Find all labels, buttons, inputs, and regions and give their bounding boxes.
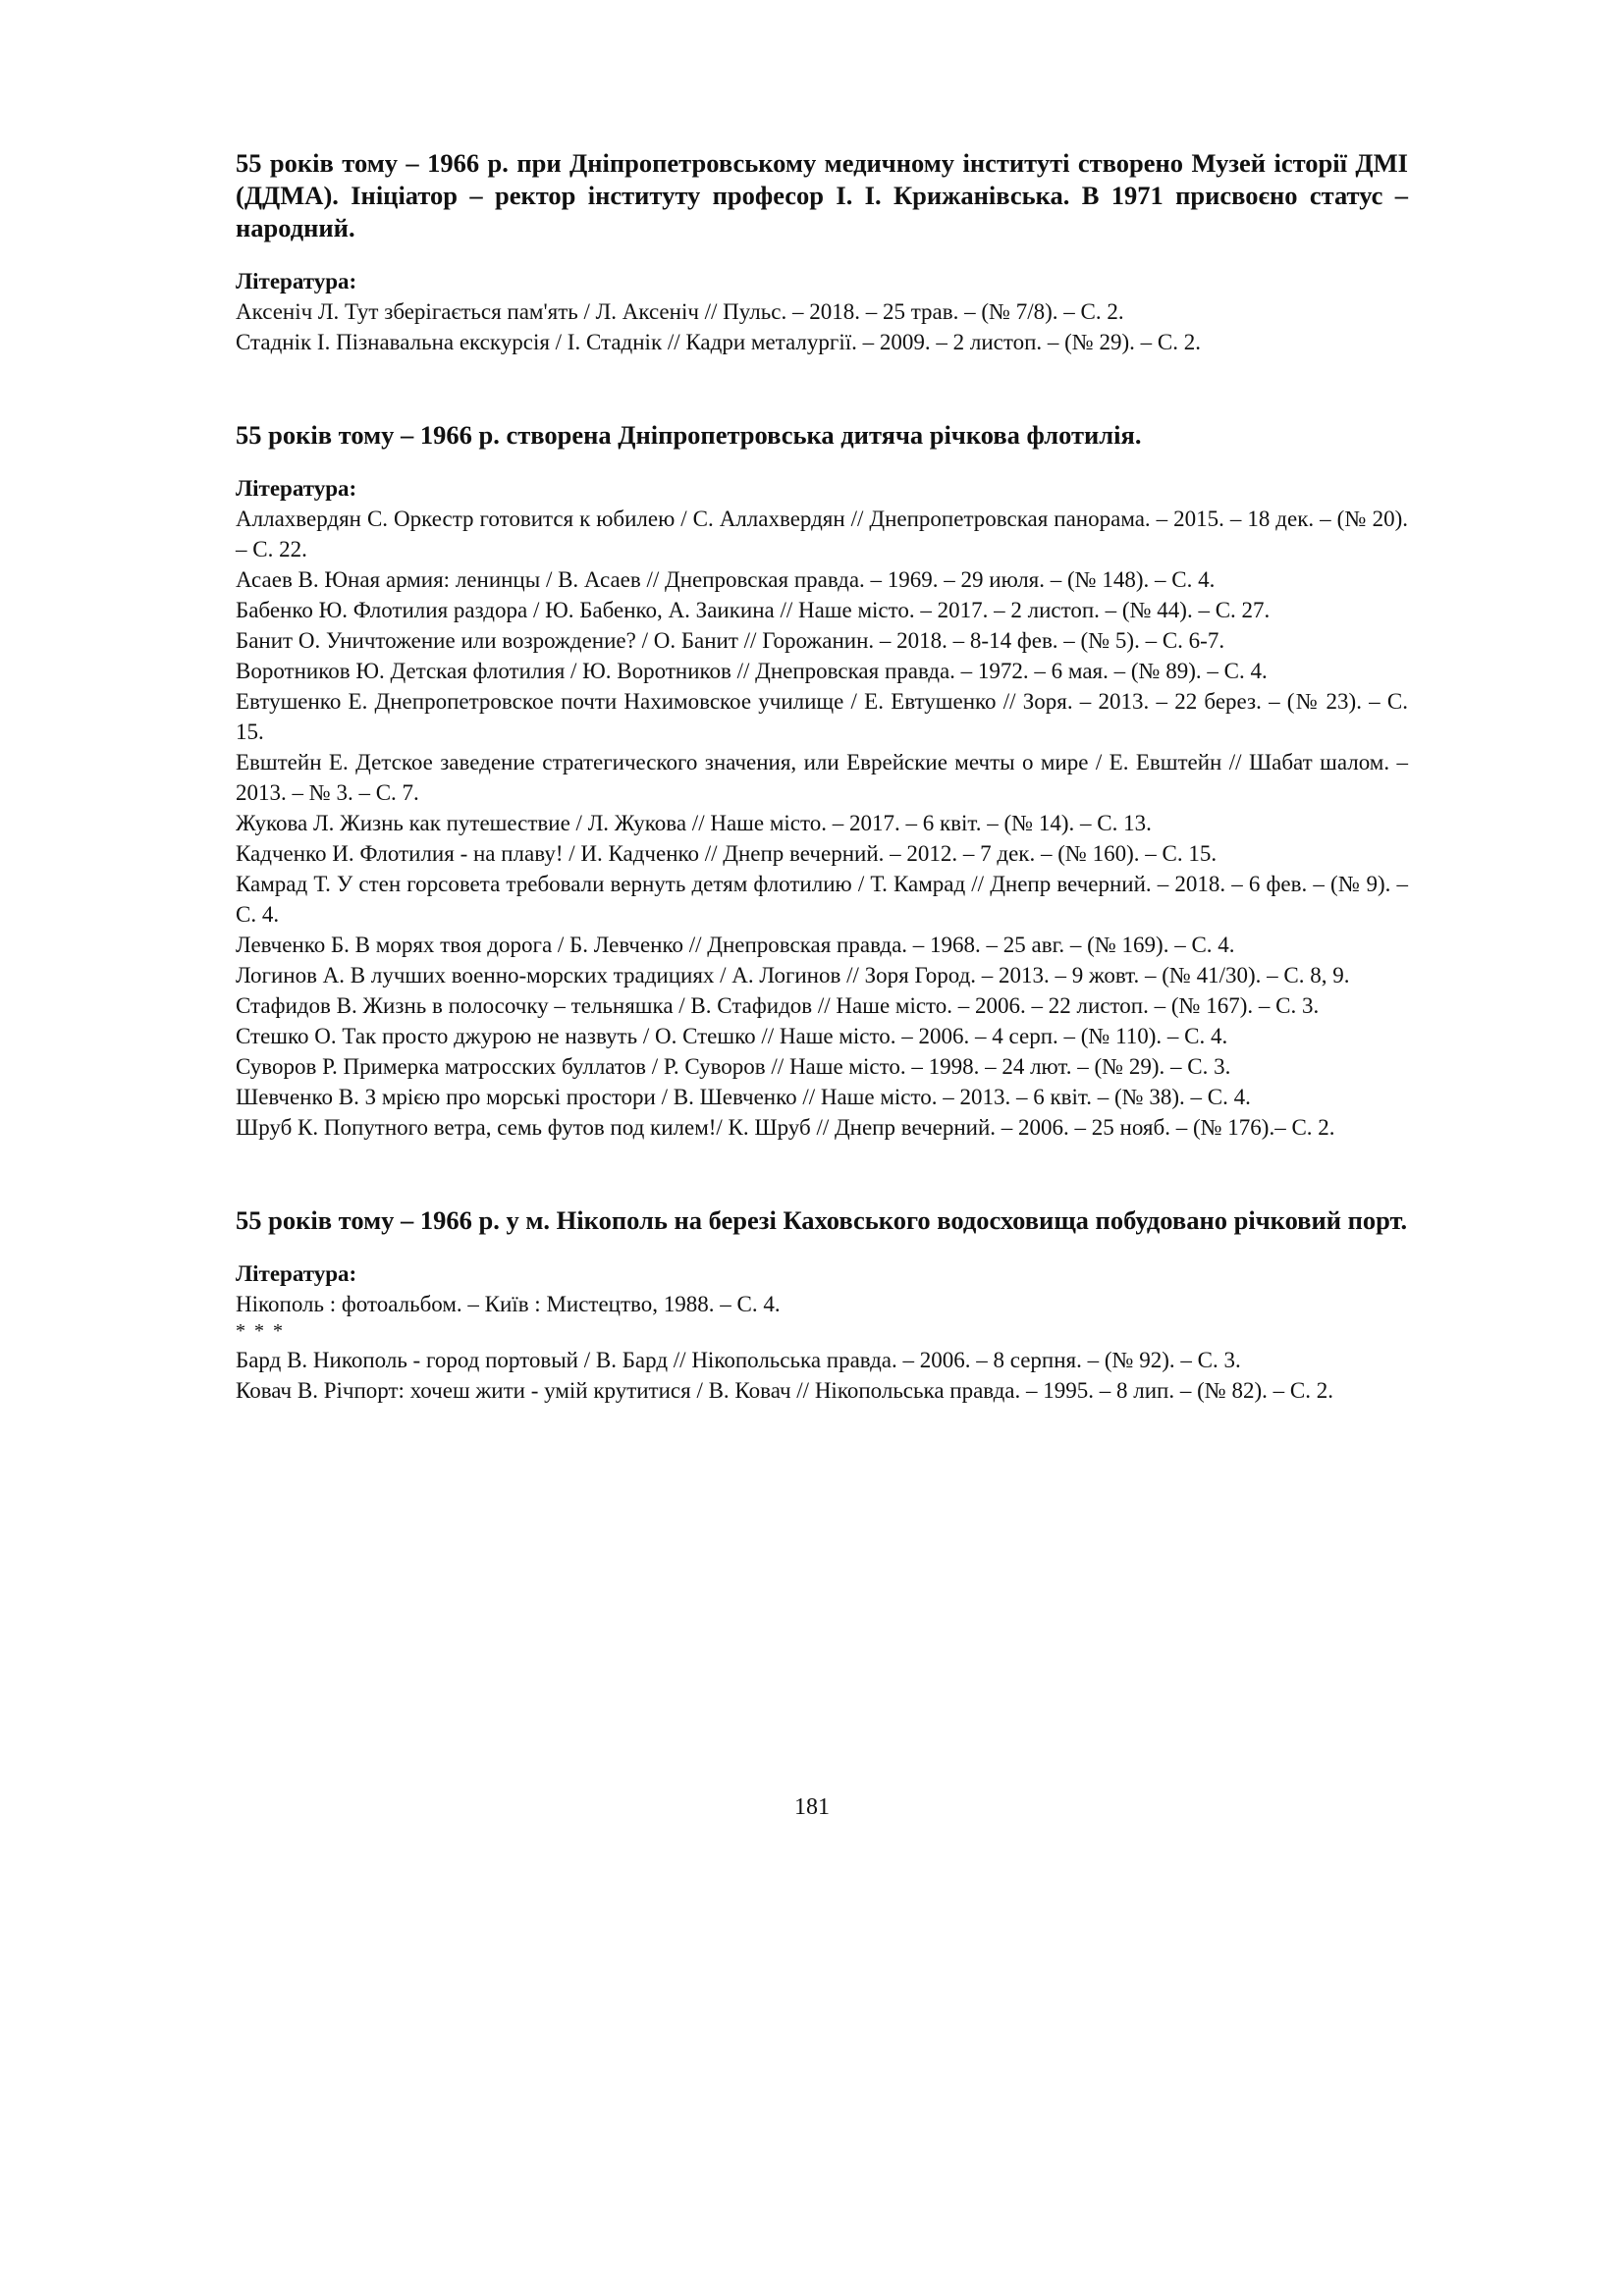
section-museum: [236, 147, 1408, 357]
bibliography-entry: Стешко О. Так просто джурою не назвуть / О. Стешко // Наше місто. – 2006. – 4 серп. – (№ 110). – С. 4.: [236, 1024, 1228, 1048]
bibliography-entry: Левченко Б. В морях твоя дорога / Б. Левченко // Днепровская правда. – 1968. – 25 авг. – (№ 169). – С. 4.: [236, 933, 1235, 957]
bibliography-entry: Логинов А. В лучших военно-морских традициях / А. Логинов // Зоря Город. – 2013. – 9 жовт. – (№ 41/30). – С. 8, 9.: [236, 963, 1350, 988]
bibliography-list: [236, 1345, 1408, 1406]
bibliography-entry: Асаев В. Юная армия: ленинцы / В. Асаев // Днепровская правда. – 1969. – 29 июля. – (№ 148). – С. 4.: [236, 567, 1216, 592]
bibliography-entry: Бард В. Никополь - город портовый / В. Бард // Нікопольська правда. – 2006. – 8 серпня. – (№ 92). – С. 3.: [236, 1348, 1241, 1372]
bibliography-entry: Стафидов В. Жизнь в полосочку – тельняшка / В. Стафидов // Наше місто. – 2006. – 22 листоп. – (№ 167). – С. 3.: [236, 993, 1320, 1018]
document-page: [236, 147, 1408, 1406]
bibliography-list: [236, 1289, 1408, 1319]
bibliography-entry: Воротников Ю. Детская флотилия / Ю. Воротников // Днепровская правда. – 1972. – 6 мая. – (№ 89). – С. 4.: [236, 659, 1268, 683]
section-river-port: [236, 1204, 1408, 1406]
bibliography-list: [236, 504, 1408, 1143]
section-flotilla: [236, 419, 1408, 1143]
bibliography-entry: Суворов Р. Примерка матросских буллатов / Р. Суворов // Наше місто. – 1998. – 24 лют. – (№ 29). – С. 3.: [236, 1054, 1231, 1079]
bibliography-entry: Камрад Т. У стен горсовета требовали вернуть детям флотилию / Т. Камрад // Днепр вечерний. – 2018. – 6 фев. – (№ 9). – С. 4.: [236, 872, 1408, 927]
section-heading: 55 років тому – 1966 р. при Дніпропетровському медичному інституті створено Музей історії ДМІ (ДДМА). Ініціатор – ректор інституту професор І. І. Крижанівська. В 1971 присвоєно статус – народний.: [236, 148, 1408, 242]
bibliography-entry: Бабенко Ю. Флотилия раздора / Ю. Бабенко, А. Заикина // Наше місто. – 2017. – 2 листоп. – (№ 44). – С. 27.: [236, 598, 1271, 622]
bibliography-entry: Нікополь : фотоальбом. – Київ : Мистецтво, 1988. – С. 4.: [236, 1292, 781, 1316]
page-number: 181: [794, 1794, 830, 1820]
section-heading: 55 років тому – 1966 р. у м. Нікополь на березі Каховського водосховища побудовано річковий порт.: [236, 1205, 1408, 1235]
literature-label: Література:: [236, 269, 357, 294]
section-separator: * * *: [236, 1320, 285, 1342]
bibliography-entry: Шевченко В. З мрією про морські простори / В. Шевченко // Наше місто. – 2013. – 6 квіт. – (№ 38). – С. 4.: [236, 1085, 1251, 1109]
bibliography-entry: Банит О. Уничтожение или возрождение? / О. Банит // Горожанин. – 2018. – 8-14 фев. – (№ 5). – С. 6-7.: [236, 628, 1225, 653]
bibliography-entry: Евштейн Е. Детское заведение стратегического значения, или Еврейские мечты о мире / Е. Евштейн // Шабат шалом. – 2013. – № 3. – С. 7.: [236, 750, 1408, 805]
section-heading: 55 років тому – 1966 р. створена Дніпропетровська дитяча річкова флотилія.: [236, 420, 1142, 450]
bibliography-entry: Шруб К. Попутного ветра, семь футов под килем!/ К. Шруб // Днепр вечерний. – 2006. – 25 нояб. – (№ 176).– С. 2.: [236, 1115, 1335, 1140]
bibliography-list: [236, 296, 1408, 357]
bibliography-entry: Ковач В. Річпорт: хочеш жити - умій крутитися / В. Ковач // Нікопольська правда. – 1995. – 8 лип. – (№ 82). – С. 2.: [236, 1378, 1333, 1403]
bibliography-entry: Аксеніч Л. Тут зберігається пам'ять / Л. Аксеніч // Пульс. – 2018. – 25 трав. – (№ 7/8). – С. 2.: [236, 299, 1124, 324]
bibliography-entry: Стаднік І. Пізнавальна екскурсія / І. Стаднік // Кадри металургії. – 2009. – 2 листоп. – (№ 29). – С. 2.: [236, 330, 1202, 354]
literature-label: Література:: [236, 476, 357, 501]
bibliography-entry: Аллахвердян С. Оркестр готовится к юбилею / С. Аллахвердян // Днепропетровская панорама. – 2015. – 18 дек. – (№ 20). – С. 22.: [236, 507, 1408, 561]
bibliography-entry: Жукова Л. Жизнь как путешествие / Л. Жукова // Наше місто. – 2017. – 6 квіт. – (№ 14). – С. 13.: [236, 811, 1152, 835]
literature-label: Література:: [236, 1261, 357, 1286]
bibliography-entry: Кадченко И. Флотилия - на плаву! / И. Кадченко // Днепр вечерний. – 2012. – 7 дек. – (№ 160). – С. 15.: [236, 841, 1218, 866]
bibliography-entry: Евтушенко Е. Днепропетровское почти Нахимовское училище / Е. Евтушенко // Зоря. – 2013. – 22 берез. – (№ 23). – С. 15.: [236, 689, 1408, 744]
